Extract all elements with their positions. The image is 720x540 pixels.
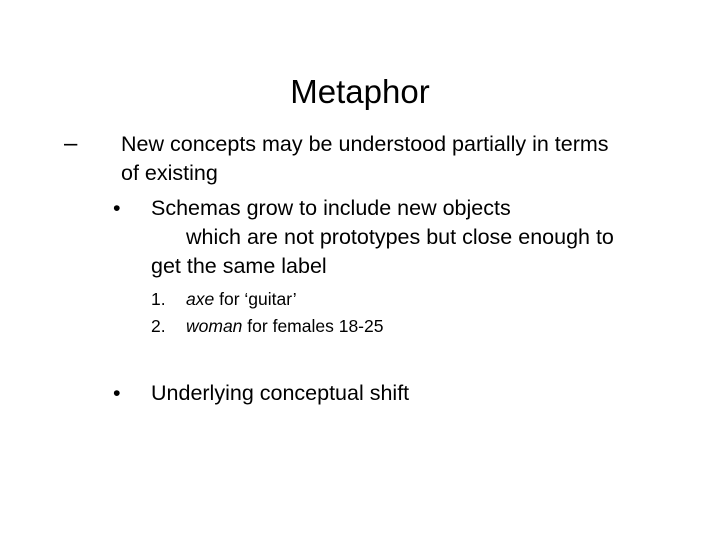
sub-item-1 bbox=[186, 287, 297, 311]
bullet-1-line-1: Schemas grow to include new objects bbox=[151, 196, 511, 220]
slide-title-text: Metaphor bbox=[290, 73, 430, 110]
sub-item-2-term: woman bbox=[186, 316, 243, 336]
bullet-marker-2: • bbox=[113, 381, 121, 405]
bullet-2-line-1: Underlying conceptual shift bbox=[151, 381, 410, 405]
sub-item-1-rest: for ‘guitar’ bbox=[219, 289, 297, 309]
slide-title bbox=[0, 72, 720, 112]
sub-item-number-2: 2. bbox=[151, 316, 166, 336]
main-point-marker: – bbox=[64, 130, 78, 157]
bullet-1-line-2: which are not prototypes but close enough to bbox=[186, 225, 614, 249]
sub-item-2-rest: for females 18-25 bbox=[247, 316, 384, 336]
main-point-line-2: of existing bbox=[121, 161, 218, 185]
bullet-1-line-3: get the same label bbox=[151, 254, 327, 278]
sub-item-1-term: axe bbox=[186, 289, 215, 309]
bullet-marker-1: • bbox=[113, 196, 121, 220]
main-point-line-1: New concepts may be understood partially in terms bbox=[121, 132, 609, 156]
sub-item-number-1: 1. bbox=[151, 289, 166, 309]
sub-item-2 bbox=[186, 314, 383, 338]
